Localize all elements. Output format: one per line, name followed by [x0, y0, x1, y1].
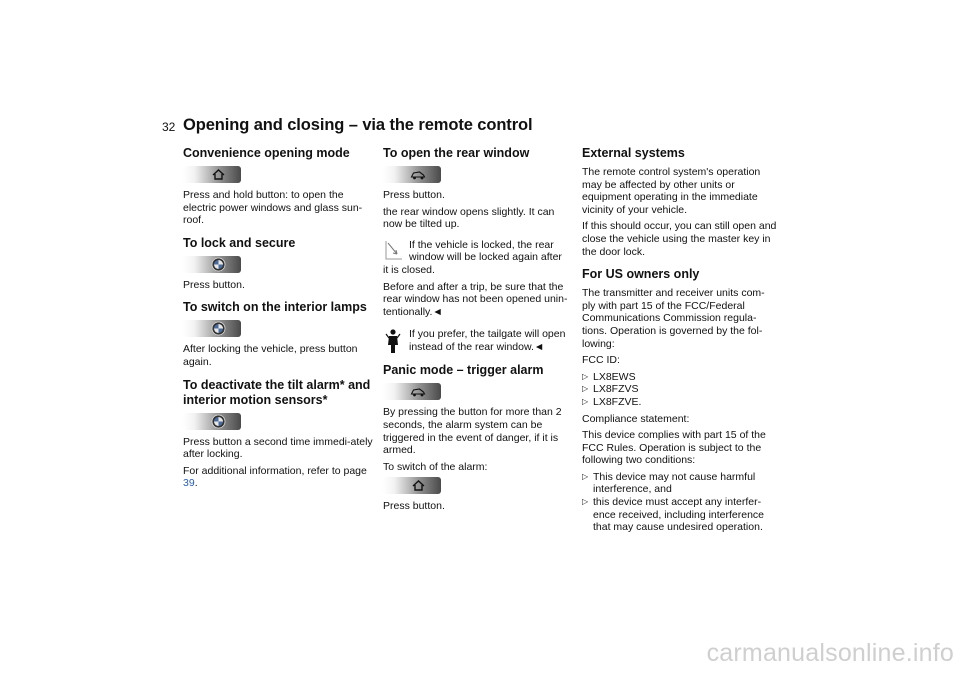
- house-button-image: [183, 166, 241, 183]
- list-item: ▷ LX8FZVS: [582, 383, 778, 396]
- caution-note-line2: it is closed.: [383, 263, 435, 276]
- section-title-panic-mode: Panic mode – trigger alarm: [383, 363, 544, 378]
- tip-note: [383, 328, 575, 354]
- section-title-external-systems: External systems: [582, 146, 685, 160]
- lock-secure-text: Press button.: [183, 278, 245, 291]
- rear-window-opens-text: the rear window opens slightly. It can now be tilted up.: [383, 205, 555, 231]
- fcc-id-label: FCC ID:: [582, 354, 620, 367]
- section-title-convenience-opening: Convenience opening mode: [183, 146, 350, 160]
- car-icon: [408, 384, 428, 399]
- fcc-compliance-text: The transmitter and receiver units com-ply with part 15 of the FCC/Federal Communications Commission regula-tions. Operation is governed by the fol-lowing:: [582, 287, 765, 350]
- car-rear-window-icon: [408, 167, 428, 182]
- compliance-statement-label: Compliance statement:: [582, 412, 690, 425]
- bmw-button-image: [183, 256, 241, 273]
- person-tip-icon: [383, 328, 403, 354]
- watermark: carmanualsonline.info: [706, 639, 954, 667]
- list-item: ▷ this device must accept any interfer-ence received, including interference that may cause undesired operation.: [582, 496, 778, 534]
- page-link[interactable]: 39: [183, 477, 195, 490]
- section-title-lock-secure: To lock and secure: [183, 235, 296, 250]
- bmw-button-image: [183, 413, 241, 430]
- page-number: 32: [162, 120, 176, 134]
- car-button-image: [383, 383, 441, 400]
- external-systems-text2: If this should occur, you can still open and close the vehicle using the master key in the door lock.: [582, 220, 777, 258]
- tilt-alarm-reference: [183, 465, 375, 490]
- section-title-tilt-alarm: To deactivate the tilt alarm* and interior motion sensors*: [183, 377, 371, 407]
- list-item: ▷ LX8FZVE.: [582, 396, 778, 409]
- reference-end: .: [194, 477, 198, 490]
- list-item: ▷ LX8EWS: [582, 371, 778, 384]
- section-title-rear-window: To open the rear window: [383, 146, 530, 160]
- reference-text: For additional information, refer to page: [183, 464, 367, 477]
- external-systems-text1: The remote control system's operation may be affected by other units or equipment operating in the immediate vicinity of your vehicle.: [582, 166, 761, 216]
- caution-note-line1: If the vehicle is locked, the rear window will be locked again after: [409, 238, 562, 264]
- list-item: ▷ This device may not cause harmful interference, and: [582, 471, 778, 496]
- column-left: [183, 146, 375, 494]
- convenience-opening-text: Press and hold button: to open the electric power windows and glass sun-roof.: [183, 189, 363, 227]
- bmw-logo-icon: [211, 321, 226, 336]
- section-title-us-owners: For US owners only: [582, 267, 700, 282]
- page-title: Opening and closing – via the remote control: [183, 116, 533, 134]
- tip-note-text: If you prefer, the tailgate will open instead of the rear window.◄: [409, 328, 566, 353]
- caution-arrow-icon: [383, 239, 403, 261]
- bmw-logo-icon: [211, 257, 226, 272]
- caution-note: [383, 239, 575, 319]
- panic-mode-text: By pressing the button for more than 2 seconds, the alarm system can be triggered in the event of danger, if it is armed.: [383, 406, 562, 457]
- conditions-list: [582, 471, 778, 534]
- switch-off-alarm-text: To switch of the alarm:: [383, 460, 488, 473]
- house-icon: [211, 167, 226, 182]
- caution-note-line3: Before and after a trip, be sure that the rear window has not been opened unin-tentionally.◄: [383, 280, 568, 318]
- column-right: [582, 146, 778, 538]
- column-middle: [383, 146, 575, 517]
- interior-lamps-text: After locking the vehicle, press button again.: [183, 343, 358, 368]
- bmw-logo-icon: [211, 414, 226, 429]
- tilt-alarm-text: Press button a second time immedi-ately after locking.: [183, 435, 373, 461]
- car-button-image: [383, 166, 441, 183]
- section-title-interior-lamps: To switch on the interior lamps: [183, 300, 367, 315]
- rear-window-press-text: Press button.: [383, 189, 445, 201]
- bmw-button-image: [183, 320, 241, 337]
- fcc-id-list: [582, 371, 778, 409]
- press-button-text: Press button.: [383, 500, 445, 513]
- house-icon: [411, 478, 426, 493]
- house-button-image: [383, 477, 441, 494]
- compliance-statement-text: This device complies with part 15 of the FCC Rules. Operation is subject to the following two conditions:: [582, 429, 766, 467]
